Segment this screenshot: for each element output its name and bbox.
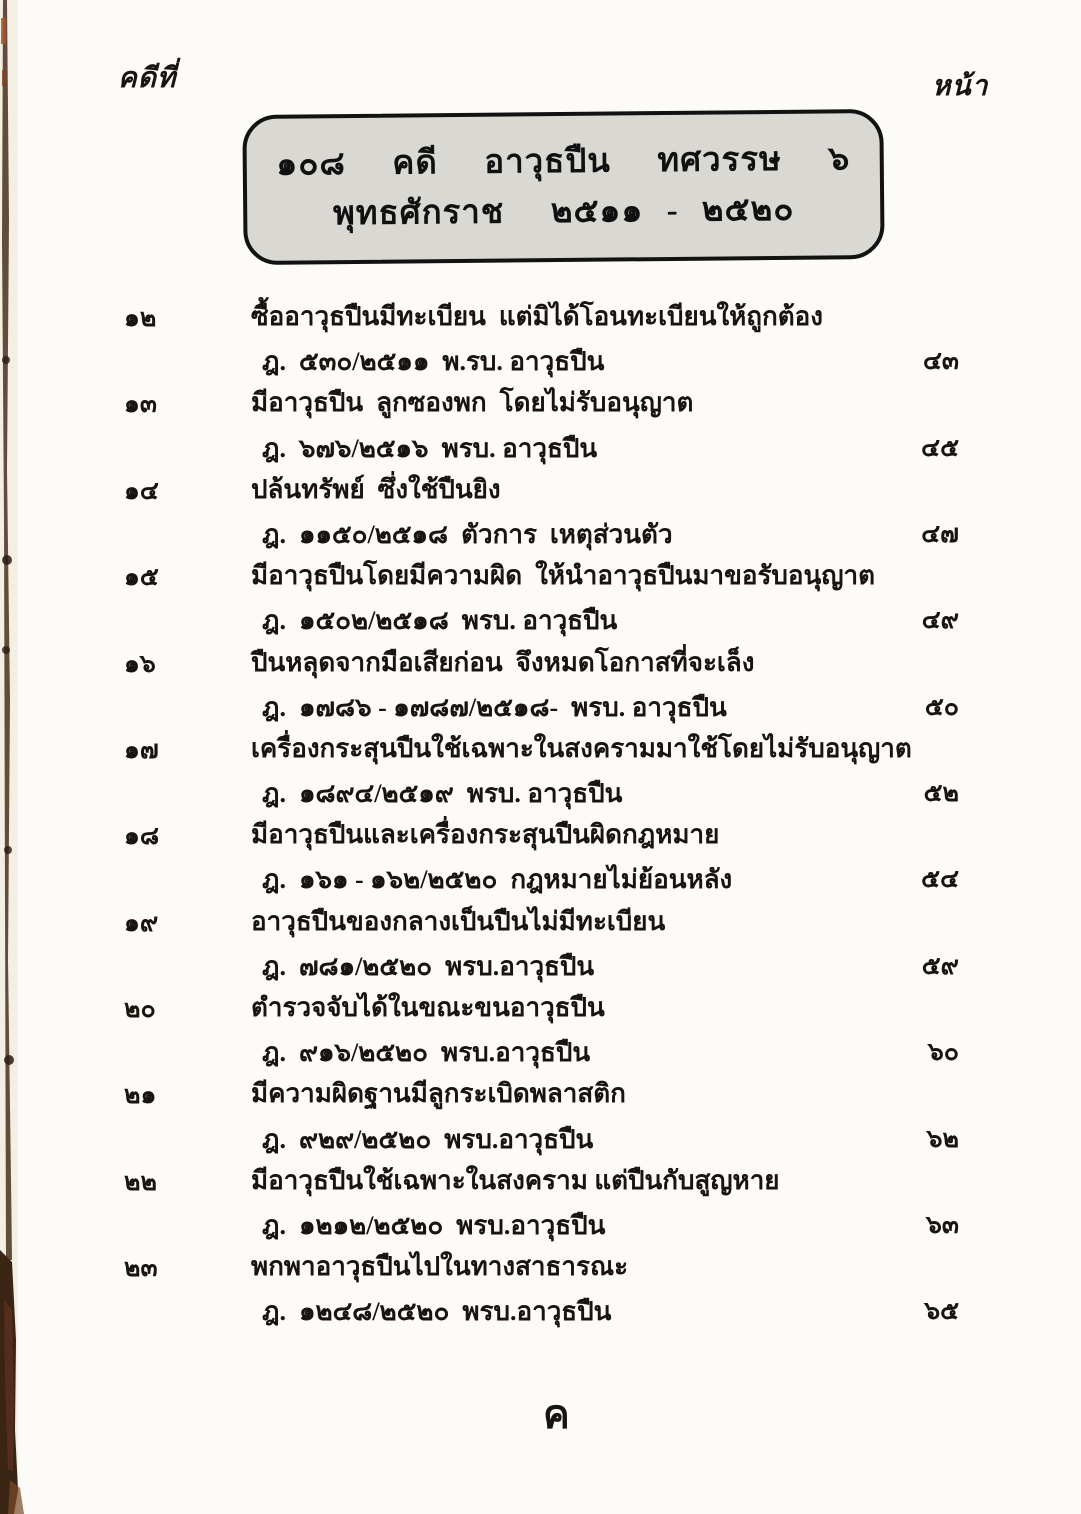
- case-row-description: [0, 556, 1081, 599]
- title-line-1: ๑๐๘ คดี อาวุธปืน ทศวรรษ ๖: [276, 140, 851, 183]
- case-row-citation: [0, 686, 1081, 729]
- case-row-citation: [0, 599, 1081, 642]
- case-citation: ฎ. ๑๒๑๒/๒๕๒๐ พรบ.อาวุธปืน: [262, 1210, 606, 1240]
- case-number: ๑๗: [124, 736, 159, 764]
- case-row-description: [0, 470, 1081, 513]
- case-page-number: ๕๔: [921, 866, 959, 894]
- case-page-number: ๖๒: [926, 1125, 959, 1153]
- case-citation: ฎ. ๗๘๑/๒๕๒๐ พรบ.อาวุธปืน: [262, 951, 595, 981]
- case-number: ๒๓: [124, 1255, 158, 1283]
- case-page-number: ๔๗: [921, 520, 959, 548]
- title-line-2: พุทธศักราช ๒๕๑๑ - ๒๕๒๐: [332, 191, 795, 233]
- case-row-description: [0, 1074, 1081, 1117]
- case-row-description: [0, 1161, 1081, 1204]
- case-description: ซื้ออาวุธปืนมีทะเบียน แต่มิได้โอนทะเบียนให้ถูกต้อง: [251, 302, 823, 331]
- case-row-citation: [0, 1031, 1081, 1074]
- case-number: ๑๖: [124, 650, 156, 678]
- case-citation: ฎ. ๑๕๐๒/๒๕๑๘ พรบ. อาวุธปืน: [262, 606, 618, 636]
- case-page-number: ๖๐: [927, 1039, 959, 1067]
- case-description: มีอาวุธปืนใช้เฉพาะในสงคราม แต่ปืนกับสูญหาย: [251, 1165, 780, 1195]
- case-number: ๒๐: [124, 996, 156, 1023]
- case-row-citation: [0, 945, 1081, 988]
- case-page-number: ๖๓: [926, 1211, 959, 1239]
- case-row-citation: [0, 1290, 1081, 1333]
- case-row-description: [0, 297, 1081, 340]
- case-page-number: ๔๕: [921, 434, 959, 462]
- footer-section-mark: ค: [543, 1392, 570, 1437]
- case-page-number: ๕๒: [923, 780, 959, 808]
- case-description: เครื่องกระสุนปืนใช้เฉพาะในสงครามมาใช้โดยไม่รับอนุญาต: [251, 733, 912, 763]
- case-number: ๑๘: [124, 823, 160, 851]
- case-row-description: [0, 643, 1081, 686]
- case-page-number: ๖๕: [924, 1298, 959, 1326]
- case-page-number: ๕๐: [924, 693, 959, 721]
- case-row-description: [0, 383, 1081, 426]
- case-page-number: ๔๓: [922, 348, 959, 376]
- header-case-label: คดีที่: [118, 63, 177, 94]
- case-page-number: ๔๙: [921, 607, 959, 635]
- case-description: พกพาอาวุธปืนไปในทางสาธารณะ: [251, 1252, 629, 1282]
- case-number: ๑๕: [124, 564, 159, 592]
- case-row-citation: [0, 858, 1081, 901]
- case-description: มีอาวุธปืนโดยมีความผิด ให้นำอาวุธปืนมาขอรับอนุญาต: [251, 561, 875, 591]
- case-page-number: ๕๙: [921, 952, 959, 980]
- header-page-label: หน้า: [932, 71, 989, 102]
- case-list: [0, 297, 1081, 1334]
- case-row-citation: [0, 513, 1081, 556]
- case-citation: ฎ. ๑๘๙๔/๒๕๑๙ พรบ. อาวุธปืน: [262, 779, 623, 809]
- case-citation: ฎ. ๑๑๕๐/๒๕๑๘ ตัวการ เหตุส่วนตัว: [262, 519, 673, 549]
- case-citation: ฎ. ๑๒๔๘/๒๕๒๐ พรบ.อาวุธปืน: [262, 1297, 612, 1327]
- case-row-description: [0, 988, 1081, 1031]
- case-number: ๒๒: [124, 1168, 157, 1196]
- case-row-citation: [0, 772, 1081, 815]
- case-number: ๑๒: [124, 305, 157, 332]
- case-row-citation: [0, 1118, 1081, 1161]
- case-number: ๑๙: [124, 909, 159, 937]
- case-citation: ฎ. ๙๑๖/๒๕๒๐ พรบ.อาวุธปืน: [262, 1038, 591, 1068]
- case-description: ตำรวจจับได้ในขณะขนอาวุธปืน: [251, 993, 605, 1022]
- case-citation: ฎ. ๕๓๐/๒๕๑๑ พ.รบ. อาวุธปืน: [262, 347, 605, 377]
- case-description: มีอาวุธปืน ลูกซองพก โดยไม่รับอนุญาต: [251, 388, 694, 418]
- case-row-description: [0, 902, 1081, 945]
- title-box: [242, 109, 884, 265]
- case-description: ปืนหลุดจากมือเสียก่อน จึงหมดโอกาสที่จะเล็ง: [251, 647, 755, 677]
- case-description: มีความผิดฐานมีลูกระเบิดพลาสติก: [251, 1079, 626, 1109]
- case-row-description: [0, 1247, 1081, 1290]
- case-row-description: [0, 815, 1081, 858]
- case-citation: ฎ. ๙๒๙/๒๕๒๐ พรบ.อาวุธปืน: [262, 1124, 594, 1154]
- case-description: อาวุธปืนของกลางเป็นปืนไม่มีทะเบียน: [251, 906, 666, 936]
- case-citation: ฎ. ๑๖๑ - ๑๖๒/๒๕๒๐ กฎหมายไม่ย้อนหลัง: [262, 865, 733, 895]
- case-row-description: [0, 729, 1081, 772]
- case-row-citation: [0, 427, 1081, 470]
- case-number: ๒๑: [124, 1082, 157, 1110]
- case-citation: ฎ. ๑๗๘๖ - ๑๗๘๗/๒๕๑๘- พรบ. อาวุธปืน: [262, 692, 727, 722]
- case-citation: ฎ. ๖๗๖/๒๕๑๖ พรบ. อาวุธปืน: [262, 433, 598, 463]
- case-row-citation: [0, 340, 1081, 383]
- case-number: ๑๔: [124, 477, 159, 505]
- case-row-citation: [0, 1204, 1081, 1247]
- case-description: ปล้นทรัพย์ ซึ่งใช้ปืนยิง: [251, 474, 501, 504]
- case-number: ๑๓: [124, 391, 157, 419]
- case-description: มีอาวุธปืนและเครื่องกระสุนปืนผิดกฎหมาย: [251, 820, 720, 850]
